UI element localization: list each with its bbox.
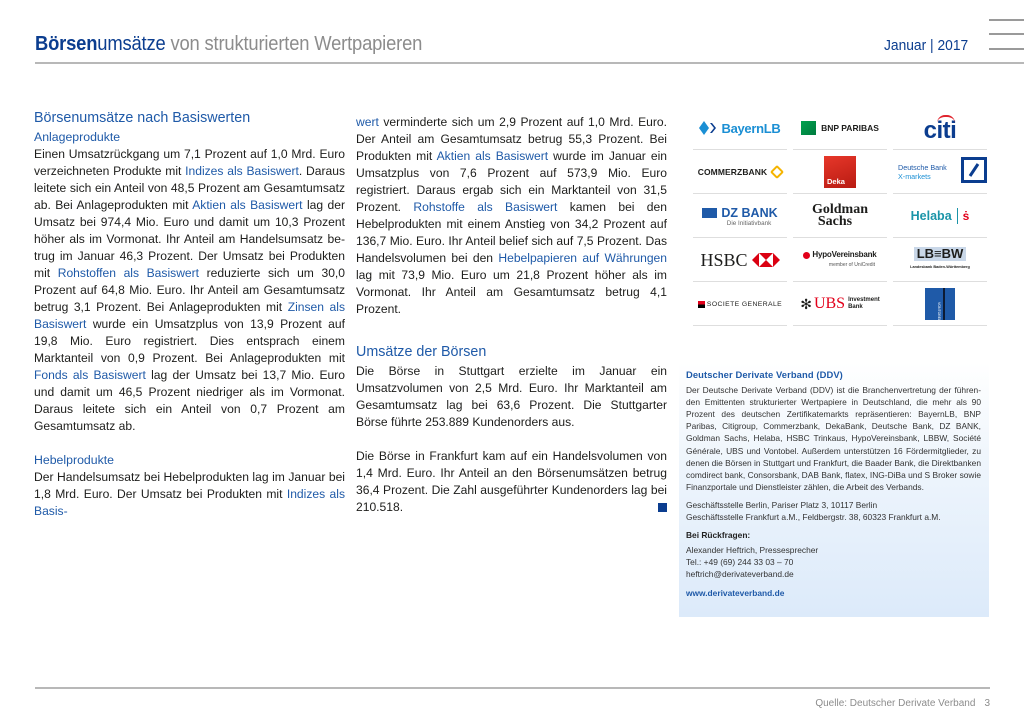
body-text: . Daraus leitete sich ein Anteil von 48,5 Prozent am Gesamtumsatz ab. Bei Anlageprodukten mit <box>34 164 346 212</box>
subheading-hebelprodukte: Hebelprodukte <box>34 453 114 467</box>
sg-square-icon <box>698 301 705 308</box>
deka-red-square: Deka <box>824 156 856 188</box>
ddv-office-berlin: Geschäftsstelle Berlin, Pariser Platz 3, 10117 Berlin <box>686 499 878 510</box>
title-blue: umsätze <box>97 33 166 55</box>
body-text: Einen Umsatzrückgang um 7,1 Prozent auf 1,0 Mrd. Euro verzeichneten Produkte mit <box>34 147 345 178</box>
member-logos <box>690 106 990 326</box>
page-title <box>35 33 422 56</box>
inline-link[interactable]: Aktien als Basiswert <box>436 149 549 163</box>
inline-link[interactable]: Aktien als Basiswert <box>192 198 303 212</box>
bayernlb-icon <box>699 121 717 135</box>
citi-arc-icon <box>937 115 955 123</box>
deutsche-bank-slash-icon <box>961 157 987 183</box>
section-heading-boersen: Umsätze der Börsen <box>356 344 487 360</box>
paragraph-stuttgart: Die Börse in Stuttgart erzielte im Januar ein Umsatzvolumen von 2,5 Mrd. Euro. Ihr Marktanteil am Gesamtumsatz lag bei 63,6 Prozent. Die Stuttgarter Börse führte 253.889 Kundenorders aus. <box>356 364 667 429</box>
body-text: wurde ein Umsatzplus von 13,9 Prozent auf 19,8 Mio. Euro registriert. Dies entsprach einem Marktanteil von 0,9 Prozent. Bei Anlageprodukten mit <box>34 317 345 365</box>
sparkasse-s-icon: ṡ <box>962 209 970 223</box>
logo-bnp-paribas: BNP PARIBAS <box>790 106 890 150</box>
date-separator: | <box>930 37 934 54</box>
header-divider <box>35 62 1024 64</box>
report-date <box>884 37 968 54</box>
title-bold: Börsen <box>35 33 98 55</box>
inline-link[interactable]: Indizes als Basis- <box>34 487 346 518</box>
ddv-contact-heading: Bei Rückfragen: <box>686 530 751 541</box>
page-header <box>0 0 1024 66</box>
logo-citi: citi <box>890 106 990 150</box>
ddv-title: Deutscher Derivate Verband (DDV) <box>686 369 843 380</box>
inline-link[interactable]: Fonds als Basiswert <box>34 368 146 382</box>
section-heading-basiswerte: Börsenumsätze nach Basiswerten <box>34 110 251 126</box>
inline-link[interactable]: wert <box>356 115 379 129</box>
body-text: verminderte sich um 2,9 Prozent auf 1,0 Mrd. Euro. Der Anteil am Gesamtumsatz betrug 55,3 Prozent. Bei Produkten mit <box>356 115 667 163</box>
footer-divider <box>35 687 990 689</box>
hvb-icon <box>803 252 810 259</box>
body-text: lag mit 73,9 Mio. Euro um 21,8 Prozent höher als im Vormonat. Ihr Anteil am Gesamtumsatz betrug 4,1 Prozent. <box>356 268 667 316</box>
column-middle <box>356 114 667 516</box>
logo-dz-bank: DZ BANK Die Initiativbank <box>690 194 790 238</box>
date-month: Januar <box>884 37 927 54</box>
ddv-contact-email[interactable]: heftrich@derivateverband.de <box>686 569 794 580</box>
body-text: kamen bei den Hebelprodukten mit einem Anstieg von 34,2 Prozent auf 136,7 Mio. Euro. Ihr Anteil belief sich auf 7,5 Prozent. Das Handelsvolumen bei den <box>356 200 667 265</box>
inline-link[interactable]: Indizes als Basiswert <box>185 164 299 178</box>
commerzbank-ribbon-icon <box>770 165 784 179</box>
logo-helaba: Helaba ṡ <box>890 194 990 238</box>
frankfurt-text: Die Börse in Frankfurt kam auf ein Handelsvolumen von 1,4 Mrd. Euro. Ihr Anteil an den Börsenumsätzen betrug 36,4 Prozent. Die Zahl ausgeführter Kundenorders lag bei 210.518. <box>356 449 667 514</box>
body-text: Der Handelsumsatz bei Hebelprodukten lag im Januar bei 1,8 Mrd. Euro. Der Umsatz bei Produkten mit <box>34 470 345 501</box>
logo-bayernlb: BayernLB <box>690 106 790 150</box>
logo-ubs: ✻ UBS Investment Bank <box>790 282 890 326</box>
bnp-stars-icon <box>801 121 816 135</box>
subheading-anlageprodukte: Anlageprodukte <box>34 130 121 144</box>
body-text: wurde im Januar ein Umsatzplus von 7,6 Prozent auf 573,9 Mio. Euro registriert. Daraus ergab sich ein Marktanteil von 31,5 Prozent. <box>356 149 667 214</box>
decorative-line <box>989 19 1024 21</box>
logo-goldman-sachs: Goldman Sachs <box>790 194 890 238</box>
footer <box>815 698 990 709</box>
paragraph-frankfurt <box>356 448 667 516</box>
column-left <box>34 108 345 520</box>
ddv-office-frankfurt: Geschäftsstelle Frankfurt a.M., Feldbergstr. 38, 60323 Frankfurt a.M. <box>686 512 941 523</box>
inline-link[interactable]: Rohstoffen als Basiswert <box>57 266 200 280</box>
ddv-contact-phone: Tel.: +49 (69) 244 33 03 – 70 <box>686 557 794 568</box>
dz-bank-icon <box>702 208 717 218</box>
body-text: reduzierte sich um 30,0 Prozent auf 64,8 Mio. Euro. Ihr Anteil am Gesamtumsatz betrug 3,1 Prozent. Bei Anlageprodukten mit <box>34 266 346 314</box>
inline-link[interactable]: Hebelpapieren auf Währungen <box>498 251 667 265</box>
page-number: 3 <box>984 698 990 709</box>
decorative-line <box>989 48 1024 50</box>
inline-link[interactable]: Rohstoffe als Basiswert <box>413 200 558 214</box>
vontobel-blue-block: VONTOBEL <box>925 288 955 320</box>
date-year: 2017 <box>937 37 969 54</box>
logo-deutsche-bank: Deutsche Bank X-markets <box>890 150 990 194</box>
logo-commerzbank: COMMERZBANK <box>690 150 790 194</box>
paragraph-hebelprodukte <box>34 469 345 520</box>
ubs-keys-icon: ✻ <box>800 295 812 312</box>
body-text: lag der Umsatz bei 13,7 Mio. Euro und damit um 46,5 Prozent niedriger als im Vormonat. Daraus leitete sich ein Anteil von 0,7 Prozent am Gesamtumsatz ab. <box>34 368 345 433</box>
hsbc-hexagon-icon <box>752 253 780 267</box>
decorative-line <box>989 33 1024 35</box>
ddv-website-link[interactable]: www.derivateverband.de <box>686 587 785 598</box>
logo-vontobel <box>890 282 990 326</box>
paragraph-hebelprodukte-cont <box>356 114 667 318</box>
body-text: lag der Umsatz bei 974,4 Mio. Euro und damit um 10,3 Prozent höher als im Vormonat. Ihr Anteil am Handelsumsatz betrug im Januar 46,3 Prozent. Der Umsatz bei Produkten mit <box>34 198 346 280</box>
ddv-contact-name: Alexander Heftrich, Pressesprecher <box>686 545 819 556</box>
paragraph-anlageprodukte <box>34 146 345 435</box>
ddv-info-box <box>679 363 989 617</box>
ddv-description: Der Deutsche Derivate Verband (DDV) ist die Branchenvertretung der führenden Emittenten strukturierter Wertpapiere in Deutschland, die mehr als 90 Prozent des deutschen Zertifikatemarkts repräsentieren: BayernLB, BNP Paribas, Citigroup, Commerzbank, DekaBank, Deutsche Bank, DZ BANK, Goldman Sachs, Helaba, HSBC Trinkaus, HypoVereinsbank, LBBW, Société Générale, UBS und Vontobel. Außerdem unterstützen 16 Fördermitglieder, zu denen die Börsen in Stuttgart und Frankfurt, die Baader Bank, die Direktbanken comdirect bank, Consorsbank, DAB Bank, flatex, ING-DiBa und S Broker sowie Finanzportale und Dienstleister zählen, die Arbeit des Verbands. <box>686 385 981 492</box>
logo-societe-generale: SOCIETE GENERALE <box>690 282 790 326</box>
end-square-icon <box>658 503 667 512</box>
footer-source: Quelle: Deutscher Derivate Verband <box>815 698 976 709</box>
logo-hypovereinsbank: HypoVereinsbank member of UniCredit <box>790 238 890 282</box>
logo-hsbc: HSBC <box>690 238 790 282</box>
inline-link[interactable]: Zinsen als Basiswert <box>34 300 345 331</box>
logo-lbbw: LB≡BW Landesbank Baden-Württemberg <box>890 238 990 282</box>
title-grey: von strukturierten Wertpapieren <box>165 33 423 55</box>
logo-deka <box>790 150 890 194</box>
